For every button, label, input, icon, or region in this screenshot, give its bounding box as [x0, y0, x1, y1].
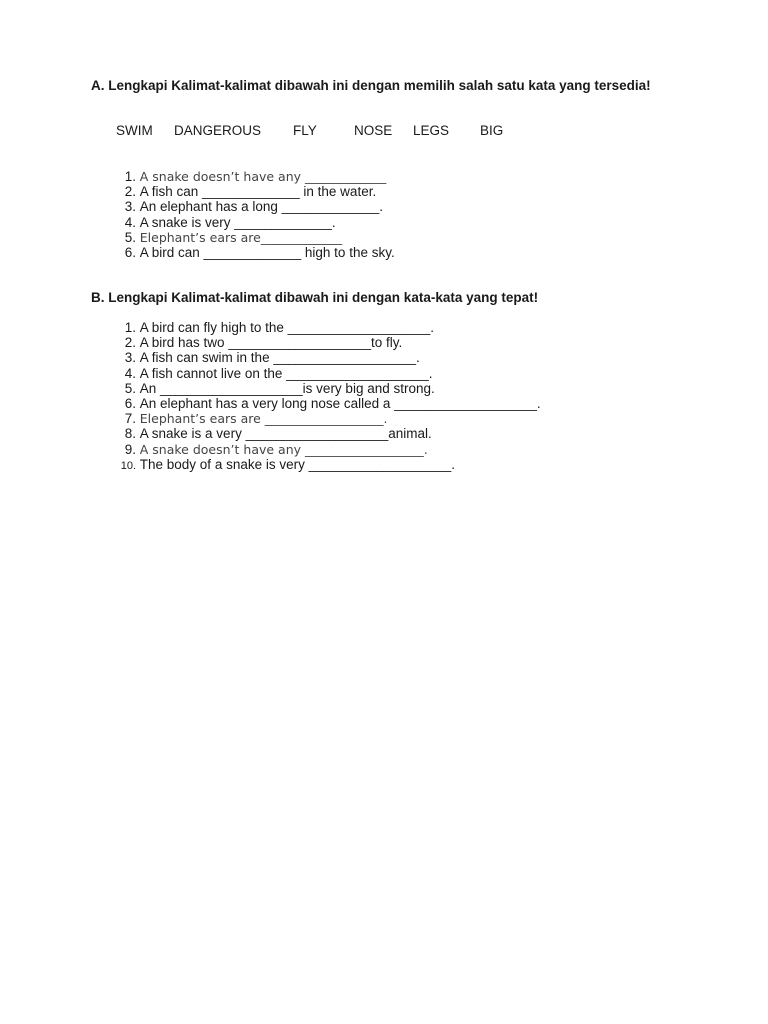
section-a-title: A. Lengkapi Kalimat-kalimat dibawah ini dengan memilih salah satu kata yang tersedia!	[91, 78, 651, 93]
word-bank-item: BIG	[480, 123, 504, 138]
list-item	[110, 411, 541, 426]
list-item	[110, 245, 395, 260]
question-text: A fish cannot live on the ___________________.	[139, 365, 433, 381]
question-text: A fish can swim in the ___________________.	[139, 350, 420, 366]
question-text: An elephant has a long _____________.	[139, 199, 383, 215]
list-item	[110, 396, 541, 411]
question-number: 10.	[120, 459, 136, 472]
list-item	[110, 350, 541, 365]
question-number: 1.	[124, 320, 136, 335]
question-text: A bird can fly high to the ___________________.	[139, 320, 435, 335]
list-item	[110, 184, 395, 199]
list-item	[110, 320, 541, 335]
word-bank-item: SWIM	[116, 123, 153, 138]
question-number: 6.	[124, 244, 136, 260]
list-item	[110, 457, 541, 472]
question-number: 7.	[124, 411, 136, 427]
question-number: 8.	[124, 426, 136, 442]
list-item	[110, 335, 541, 350]
question-number: 2.	[124, 184, 136, 200]
question-number: 9.	[124, 441, 136, 457]
list-item	[110, 381, 541, 396]
question-text: A snake is a very ___________________animal.	[139, 426, 432, 442]
list-item	[110, 215, 395, 230]
question-text: A snake doesn’t have any _____________	[139, 169, 387, 184]
question-number: 1.	[124, 169, 136, 184]
question-text: An ___________________is very big and strong.	[139, 380, 435, 396]
section-b-title: B. Lengkapi Kalimat-kalimat dibawah ini dengan kata-kata yang tepat!	[91, 290, 539, 305]
question-text: An elephant has a very long nose called a ___________________.	[139, 395, 541, 411]
question-number: 4.	[124, 214, 136, 230]
question-number: 3.	[124, 199, 136, 215]
list-item	[110, 366, 541, 381]
list-item	[110, 169, 395, 184]
question-text: Elephant’s ears are_____________	[139, 229, 343, 245]
list-item	[110, 199, 395, 214]
word-bank-item: NOSE	[354, 123, 393, 138]
list-item	[110, 230, 395, 245]
question-number: 5.	[124, 380, 136, 396]
question-text: A bird has two ___________________to fly.	[139, 335, 403, 351]
question-number: 5.	[124, 229, 136, 245]
question-text: A snake doesn’t have any ___________________.	[139, 441, 428, 457]
word-bank-item: LEGS	[413, 123, 450, 138]
word-bank-item: FLY	[293, 123, 317, 138]
question-number: 6.	[124, 395, 136, 411]
question-text: The body of a snake is very ___________________.	[139, 456, 456, 472]
word-bank-item: DANGEROUS	[174, 123, 262, 138]
list-item	[110, 442, 541, 457]
section-a-questions	[110, 169, 395, 260]
list-item	[110, 426, 541, 441]
question-text: A fish can _____________ in the water.	[139, 184, 377, 200]
section-b-questions	[110, 320, 541, 472]
question-text: Elephant’s ears are ___________________.	[139, 411, 388, 427]
question-text: A snake is very _____________.	[139, 214, 336, 230]
question-number: 3.	[124, 350, 136, 366]
question-number: 2.	[124, 335, 136, 351]
question-number: 4.	[124, 365, 136, 381]
question-text: A bird can _____________ high to the sky.	[139, 244, 395, 260]
